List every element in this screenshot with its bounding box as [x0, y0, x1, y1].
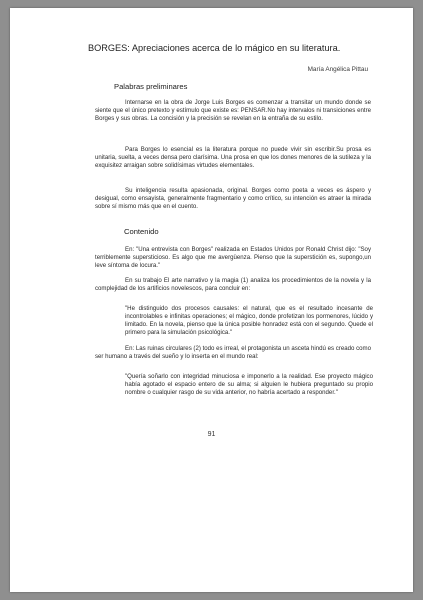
paragraph-1: Internarse en la obra de Jorge Luis Borges es comenzar a transitar un mundo donde se siente que el único pretexto y estímulo que existe es: PENSAR.No hay intervalos ni transiciones entre Borges y sus obras. La concisión y la precisión se revelan en la entraña de su estilo.: [95, 99, 371, 123]
section-heading-preliminares: Palabras preliminares: [114, 82, 188, 91]
paragraph-6: En: Las ruinas circulares (2) todo es irreal, el protagonista un asceta hindú es creado como ser humano a través del sueño y lo inserta en el mundo real:: [95, 345, 371, 361]
paragraph-5: En su trabajo El arte narrativo y la magia (1) analiza los procedimientos de la novela y la complejidad de los artificios novelescos, para concluir en:: [95, 277, 371, 293]
document-title: BORGES: Apreciaciones acerca de lo mágico en su literatura.: [88, 43, 341, 53]
quote-1: "He distinguido dos procesos causales: el natural, que es el resultado incesante de incontrolables e infinitas operaciones; el mágico, donde profetizan los pormenores, lúcido y limitado. En la novela, pienso que la única posible honradez está con el segundo. Quede el primero para la simulación psicológica.": [125, 305, 373, 337]
quote-2: "Quería soñarlo con integridad minuciosa e imponerlo a la realidad. Ese proyecto mágico había agotado el espacio entero de su alma; si alguien le hubiera preguntado su propio nombre o cualquier rasgo de su vida anterior, no habría acertado a responder.": [125, 373, 373, 397]
paragraph-2: Para Borges lo esencial es la literatura porque no puede vivir sin escribir.Su prosa es unitaria, suelta, a veces densa pero clarísima. Una prosa en que los dones menores de la sutileza y la exquisitez arraigan sobre solidísimas virtudes elementales.: [95, 146, 371, 170]
document-page: [10, 8, 413, 592]
author-name: María Angélica Pittau: [307, 66, 368, 73]
section-heading-contenido: Contenido: [124, 227, 159, 236]
paragraph-3: Su inteligencia resulta apasionada, original. Borges como poeta a veces es áspero y desigual, como ensayista, generalmente fragmentario y como crítico, su intención es atraer la mirada sobre sí mismo más que en el cuento.: [95, 187, 371, 211]
paragraph-4: En: "Una entrevista con Borges" realizada en Estados Unidos por Ronald Christ dijo: "Soy terriblemente supersticioso. Es algo que me avergüenza. Pienso que la superstición es, supongo,un leve síntoma de locura.": [95, 246, 371, 270]
page-number: 91: [207, 431, 216, 438]
